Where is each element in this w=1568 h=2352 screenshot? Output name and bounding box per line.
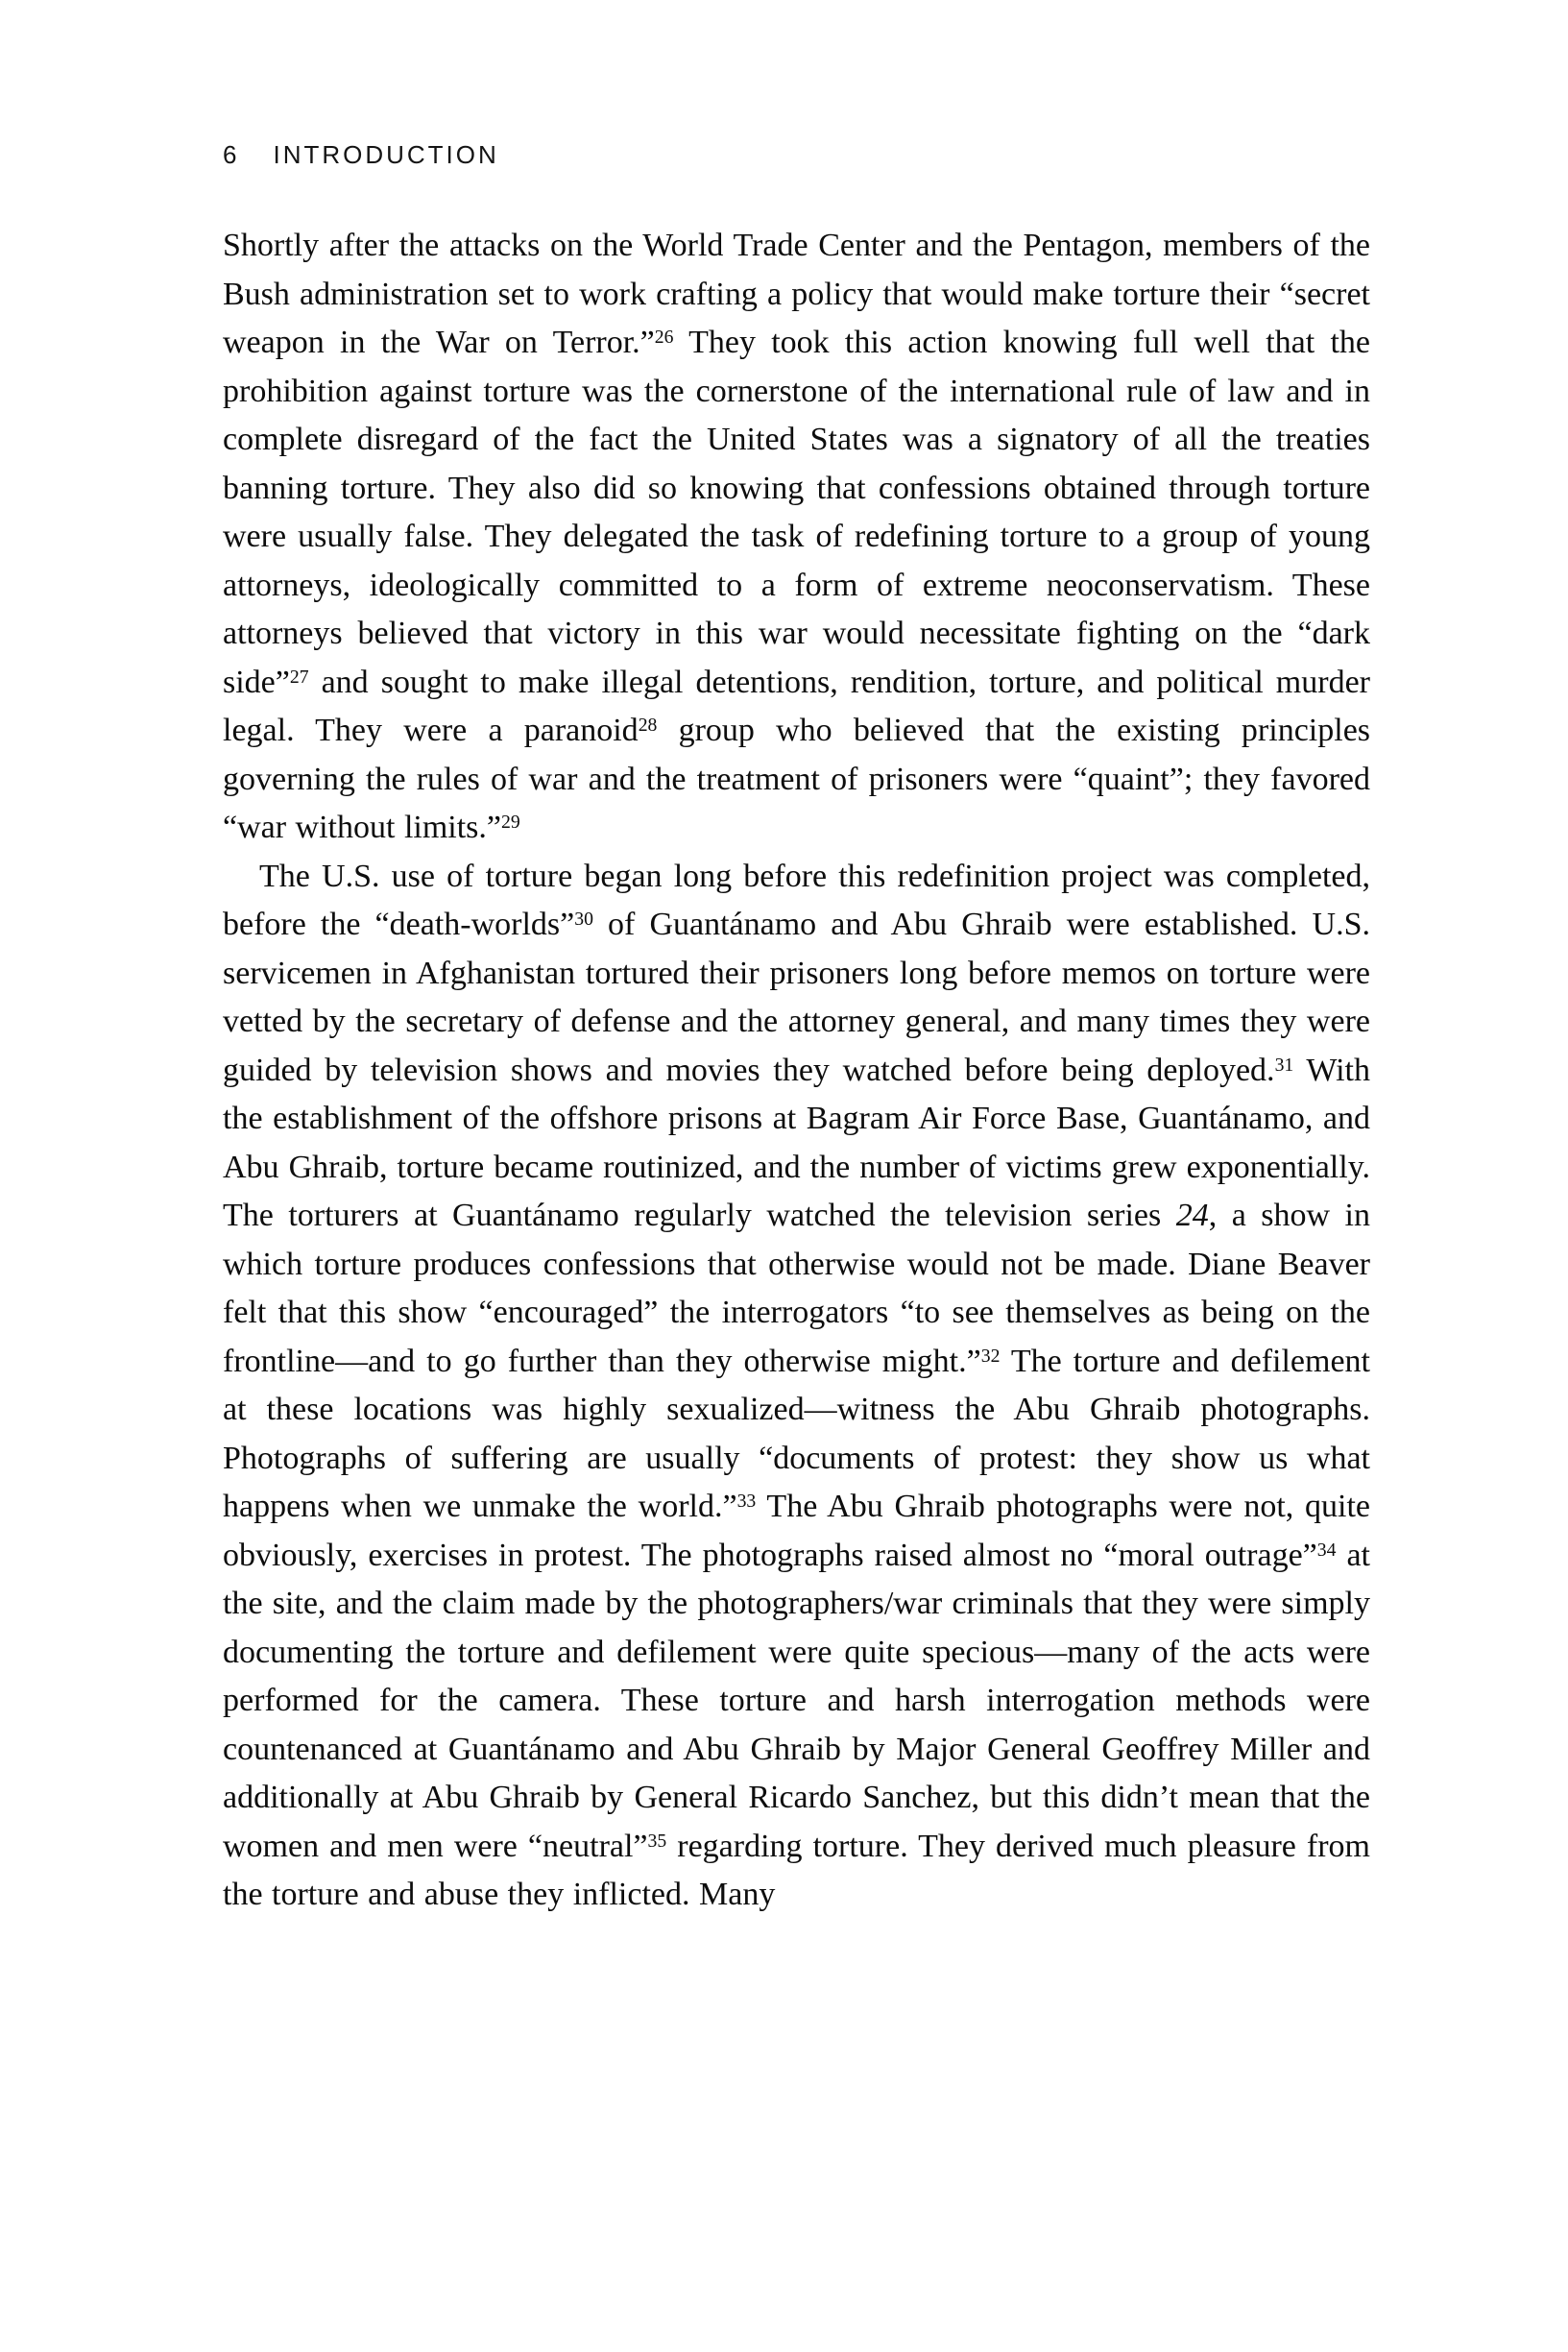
text-run: Shortly after the attacks on the World Trade Center and the Pentagon, members of the Bush administration set to work crafting a policy that would make torture their “secret weapon in the War on Terror.”: [223, 228, 1370, 360]
text-run: , a show in which torture produces confessions that otherwise would not be made. Diane Beaver felt that this show “encouraged” the interrogators “to see themselves as being on the frontline—and to go further than they otherwise might.”: [223, 1198, 1371, 1379]
text-run: group who believed that the existing principles governing the rules of war and the treatment of prisoners were “quaint”; they favored “war without limits.”: [223, 713, 1371, 845]
running-head: [223, 140, 1370, 170]
text-run: at the site, and the claim made by the photographers/war criminals that they were simply documenting the torture and defilement were quite specious—many of the acts were performed for the camera. These torture and harsh interrogation methods were countenanced at Guantánamo and Abu Ghraib by Major General Geoffrey Miller and additionally at Abu Ghraib by General Ricardo Sanchez, but this didn’t mean that the women and men were “neutral”: [223, 1537, 1370, 1864]
text-run: They took this action knowing full well that the prohibition against torture was the cornerstone of the international rule of law and in complete disregard of the fact the United States was a signatory of all the treaties banning torture. They also did so knowing that confessions obtained through torture were usually false. They delegated the task of redefining torture to a group of young attorneys, ideologically committed to a form of extreme neoconservatism. These attorneys believed that victory in this war would necessitate fighting on the “dark side”: [223, 325, 1370, 700]
footnote-ref-28: 28: [638, 715, 658, 737]
footnote-ref-32: 32: [980, 1345, 1001, 1367]
text-run: The U.S. use of torture began long before this redefinition project was completed, before the “death-worlds”: [223, 858, 1370, 942]
text-run: The Abu Ghraib photographs were not, quite obviously, exercises in protest. The photographs raised almost no “moral outrage”: [223, 1489, 1370, 1573]
footnote-ref-29: 29: [501, 812, 520, 834]
footnote-ref-34: 34: [1316, 1539, 1337, 1561]
italic-text: 24: [1175, 1198, 1209, 1233]
footnote-ref-35: 35: [647, 1830, 667, 1852]
text-run: of Guantánamo and Abu Ghraib were established. U.S. servicemen in Afghanistan tortured their prisoners long before memos on torture were vetted by the secretary of defense and the attorney general, and many times they were guided by television shows and movies they watched before being deployed.: [223, 907, 1370, 1088]
footnote-ref-33: 33: [736, 1491, 757, 1513]
text-run: regarding torture. They derived much pleasure from the torture and abuse they inflicted. Many: [223, 1828, 1370, 1912]
body-text: [223, 222, 1370, 1920]
paragraph-2: [223, 853, 1370, 1920]
footnote-ref-26: 26: [654, 327, 674, 349]
footnote-ref-31: 31: [1274, 1054, 1294, 1076]
page-number: 6: [223, 140, 237, 169]
text-run: With the establishment of the offshore prisons at Bagram Air Force Base, Guantánamo, and Abu Ghraib, torture became routinized, and the number of victims grew exponentially. The torturers at Guantánamo regularly watched the television series: [223, 1052, 1370, 1233]
footnote-ref-30: 30: [574, 909, 593, 931]
text-run: and sought to make illegal detentions, rendition, torture, and political murder legal. They were a paranoid: [223, 664, 1370, 748]
footnote-ref-27: 27: [289, 666, 309, 688]
paragraph-1: [223, 222, 1370, 853]
text-run: The torture and defilement at these locations was highly sexualized—witness the Abu Ghraib photographs. Photographs of suffering are usually “documents of protest: they show us what happens when we unmake the world.”: [223, 1343, 1370, 1524]
running-head-title: INTRODUCTION: [273, 140, 499, 169]
